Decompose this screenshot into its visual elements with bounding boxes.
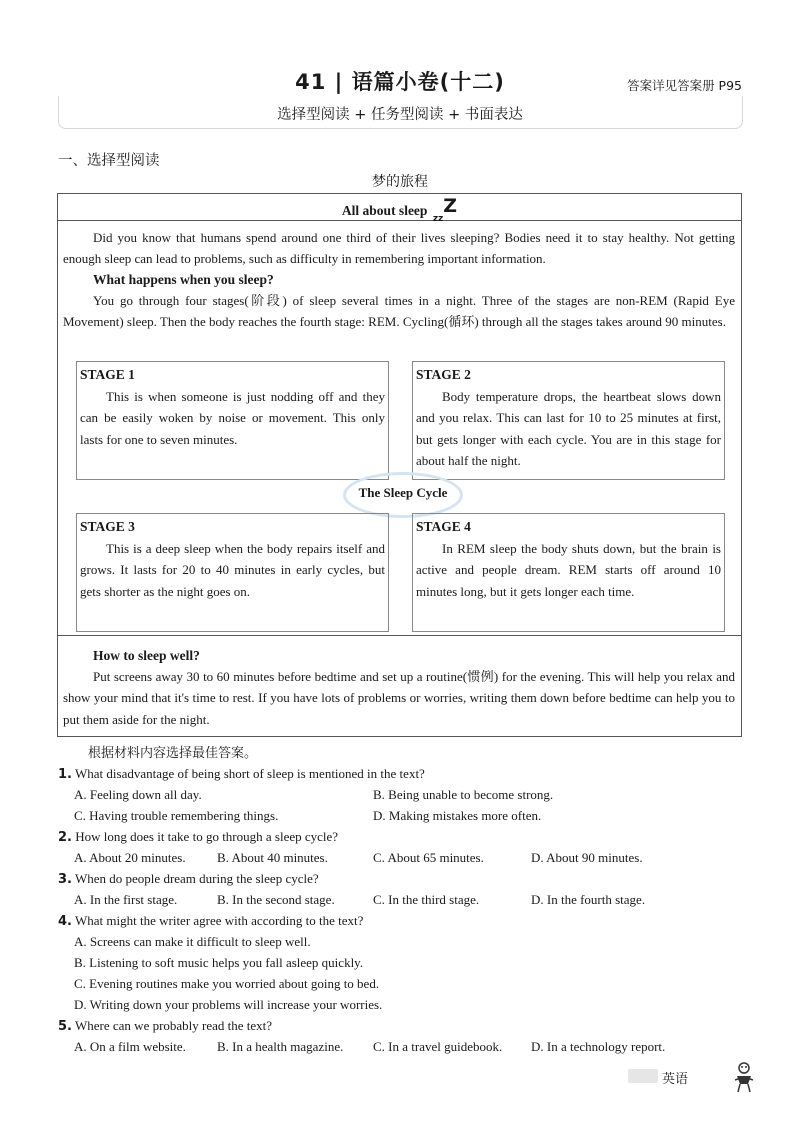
sleep-z-big: Z xyxy=(443,195,458,217)
stage-1-title: STAGE 1 xyxy=(80,367,135,382)
how-paragraph: Put screens away 30 to 60 minutes before bedtime and set up a routine(惯例) for the evening. This will help you relax and show your mind that it's time to rest. If you have lots of problems or worries, writing them down before bedtime can help you to put them aside for the night. xyxy=(63,669,735,727)
intro-paragraph-2: You go through four stages(阶段) of sleep several times in a night. Three of the stages are non-REM (Rapid Eye Movement) sleep. Then the body reaches the fourth stage: REM. Cycling(循环) through all the stages takes around 90 minutes. xyxy=(63,293,735,330)
q4-option-a: A. Screens can make it difficult to sleep well. xyxy=(74,934,311,949)
q5-option-d: D. In a technology report. xyxy=(531,1039,666,1054)
mascot-icon xyxy=(732,1060,756,1094)
question-1-number: 1. xyxy=(58,767,72,782)
page-title: 41 | 语篇小卷(十二) xyxy=(295,70,505,94)
footer-logo-block xyxy=(628,1069,658,1083)
question-3-number: 3. xyxy=(58,872,72,887)
stage-3-title: STAGE 3 xyxy=(80,519,135,534)
q3-option-d: D. In the fourth stage. xyxy=(531,892,646,907)
q4-option-b: B. Listening to soft music helps you fall asleep quickly. xyxy=(74,955,364,970)
page-subtitle: 选择型阅读 + 任务型阅读 + 书面表达 xyxy=(277,107,523,123)
title-divider xyxy=(57,220,742,221)
heading-how-to-sleep: How to sleep well? xyxy=(93,648,200,663)
instruction: 根据材料内容选择最佳答案。 xyxy=(88,746,258,761)
article-title xyxy=(57,195,742,224)
heading-what-happens: What happens when you sleep? xyxy=(93,272,274,287)
q1-option-a: A. Feeling down all day. xyxy=(74,787,202,802)
question-5 xyxy=(58,1015,272,1037)
question-3 xyxy=(58,868,319,890)
article-title-text: All about sleep xyxy=(341,203,428,218)
sleep-zz-small: zz xyxy=(432,214,444,224)
q4-option-c: C. Evening routines make you worried about going to bed. xyxy=(74,976,380,991)
q3-option-c: C. In the third stage. xyxy=(373,892,480,907)
answer-reference: 答案详见答案册 P95 xyxy=(627,78,742,93)
stage-1-text: This is when someone is just nodding off and they can be easily woken by noise or movement. This only lasts for one to seven minutes. xyxy=(80,389,385,447)
q1-option-b: B. Being unable to become strong. xyxy=(373,787,554,802)
question-4-number: 4. xyxy=(58,914,72,929)
stage-4-title: STAGE 4 xyxy=(416,519,471,534)
question-2-number: 2. xyxy=(58,830,72,845)
q2-option-d: D. About 90 minutes. xyxy=(531,850,643,865)
q2-option-a: A. About 20 minutes. xyxy=(74,850,186,865)
section-heading: 一、选择型阅读 xyxy=(58,153,160,169)
stages-divider xyxy=(57,635,742,636)
stage-4-text: In REM sleep the body shuts down, but the brain is active and people dream. REM starts off around 10 minutes long, but it gets longer each time. xyxy=(416,541,721,599)
question-2-text: How long does it take to go through a sleep cycle? xyxy=(75,829,339,844)
q5-option-b: B. In a health magazine. xyxy=(217,1039,344,1054)
q2-option-b: B. About 40 minutes. xyxy=(217,850,328,865)
q2-option-c: C. About 65 minutes. xyxy=(373,850,484,865)
stage-1-box xyxy=(76,361,389,480)
question-3-text: When do people dream during the sleep cycle? xyxy=(75,871,319,886)
q5-option-a: A. On a film website. xyxy=(74,1039,186,1054)
question-1 xyxy=(58,763,425,785)
stage-2-text: Body temperature drops, the heartbeat slows down and you relax. This can last for 10 to 25 minutes at first, but gets longer with each cycle. You are in this stage for about half the night. xyxy=(416,389,721,469)
question-1-text: What disadvantage of being short of sleep is mentioned in the text? xyxy=(75,766,425,781)
sleep-cycle-label: The Sleep Cycle xyxy=(358,485,448,500)
intro-paragraph-1: Did you know that humans spend around one third of their lives sleeping? Bodies need it to stay healthy. Not getting enough sleep can lead to problems, such as difficulty in remembering important information. xyxy=(63,230,735,267)
q1-option-c: C. Having trouble remembering things. xyxy=(74,808,279,823)
stage-3-box xyxy=(76,513,389,632)
q3-option-b: B. In the second stage. xyxy=(217,892,335,907)
question-4-text: What might the writer agree with according to the text? xyxy=(75,913,364,928)
article-source: 梦的旅程 xyxy=(372,174,428,190)
stage-2-box xyxy=(412,361,725,480)
footer-subject: 英语 xyxy=(662,1072,689,1087)
question-5-number: 5. xyxy=(58,1019,72,1034)
question-5-text: Where can we probably read the text? xyxy=(75,1018,273,1033)
question-2 xyxy=(58,826,338,848)
stage-2-title: STAGE 2 xyxy=(416,367,471,382)
q1-option-d: D. Making mistakes more often. xyxy=(373,808,542,823)
question-4 xyxy=(58,910,363,932)
q5-option-c: C. In a travel guidebook. xyxy=(373,1039,503,1054)
q3-option-a: A. In the first stage. xyxy=(74,892,178,907)
q4-option-d: D. Writing down your problems will increase your worries. xyxy=(74,997,383,1012)
stage-4-box xyxy=(412,513,725,632)
stage-3-text: This is a deep sleep when the body repairs itself and grows. It lasts for 20 to 40 minutes in early cycles, but gets shorter as the night goes on. xyxy=(80,541,385,599)
